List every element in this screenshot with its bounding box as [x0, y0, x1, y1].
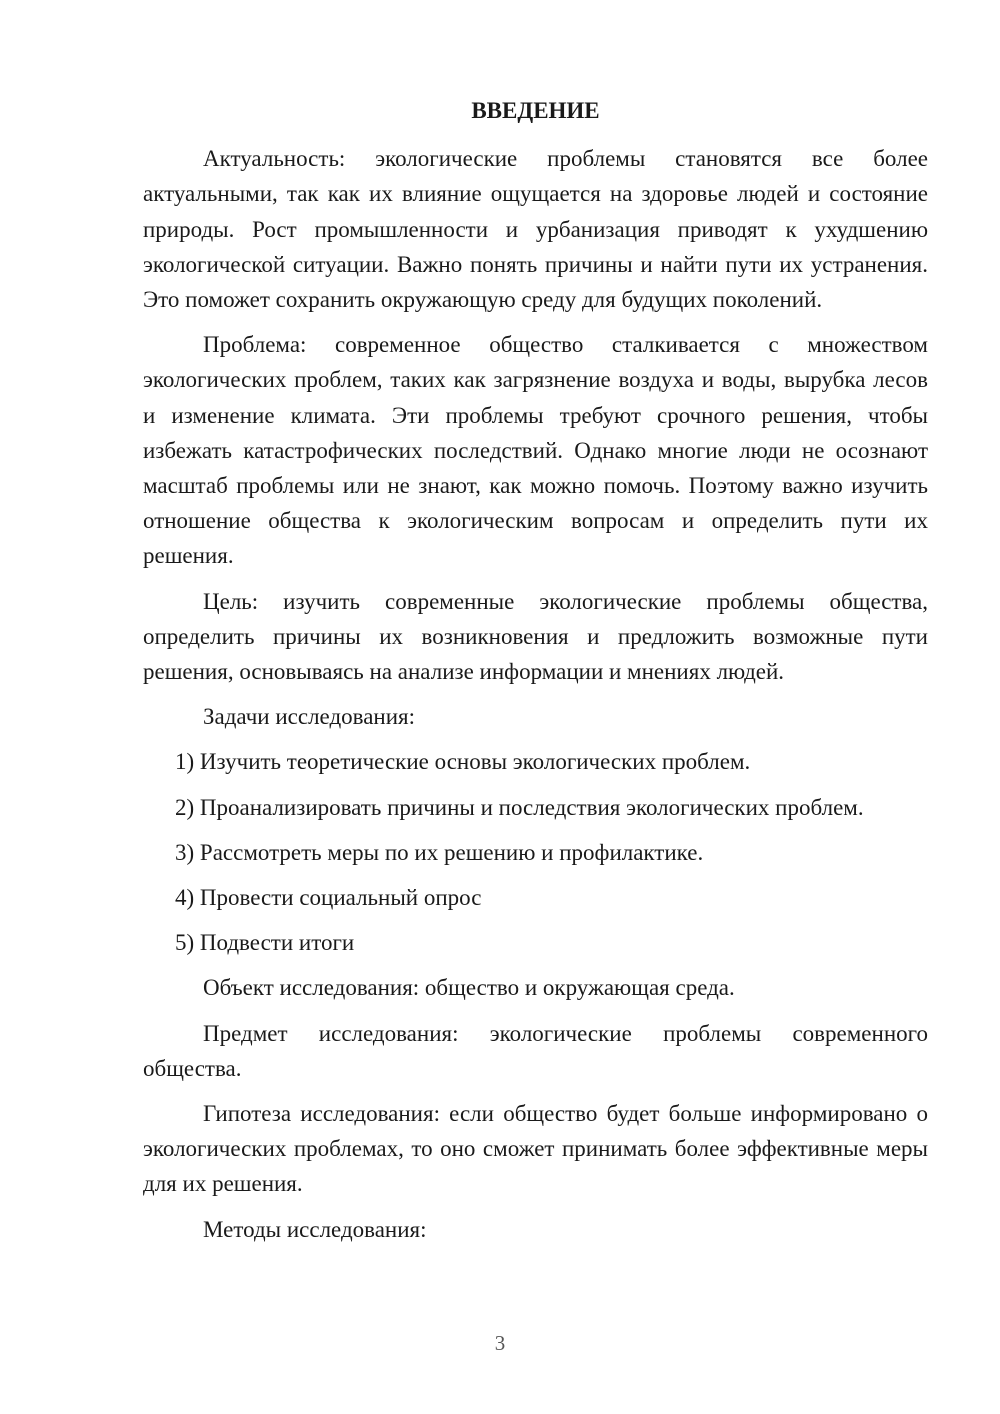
page-title: ВВЕДЕНИЕ — [471, 98, 600, 123]
page-content — [143, 93, 928, 1257]
page-number: 3 — [494, 1331, 506, 1355]
relevance-paragraph: Актуальность: экологические проблемы становятся все более актуальными, так как их влияние ощущается на здоровье людей и состояние природы. Рост промышленности и урбанизация приводят к ухудшению экологической ситуации. Важно понять причины и найти пути их устранения. Это поможет сохранить окружающую среду для будущих поколений. — [143, 146, 928, 313]
list-item: 1) Изучить теоретические основы экологических проблем. — [175, 749, 751, 775]
methods-title: Методы исследования: — [203, 1216, 427, 1242]
object-line: Объект исследования: общество и окружающая среда. — [203, 975, 735, 1001]
tasks-list — [143, 744, 928, 960]
list-item: 2) Проанализировать причины и последствия экологических проблем. — [175, 794, 864, 820]
list-item: 5) Подвести итоги — [175, 930, 355, 956]
list-item: 4) Провести социальный опрос — [175, 885, 482, 911]
list-item: 3) Рассмотреть меры по их решению и профилактике. — [175, 839, 704, 865]
subject-paragraph: Предмет исследования: экологические проблемы современного общества. — [143, 1020, 928, 1081]
hypothesis-paragraph: Гипотеза исследования: если общество будет больше информировано о экологических проблемах, то оно сможет принимать более эффективные меры для их решения. — [143, 1101, 928, 1197]
problem-paragraph: Проблема: современное общество сталкивается с множеством экологических проблем, таких как загрязнение воздуха и воды, вырубка лесов и изменение климата. Эти проблемы требуют срочного решения, чтобы избежать катастрофических последствий. Однако многие люди не осознают масштаб проблемы или не знают, как можно помочь. Поэтому важно изучить отношение общества к экологическим вопросам и определить пути их решения. — [143, 332, 928, 569]
goal-paragraph: Цель: изучить современные экологические проблемы общества, определить причины их возникновения и предложить возможные пути решения, основываясь на анализе информации и мнениях людей. — [143, 588, 928, 685]
tasks-title: Задачи исследования: — [203, 704, 416, 730]
